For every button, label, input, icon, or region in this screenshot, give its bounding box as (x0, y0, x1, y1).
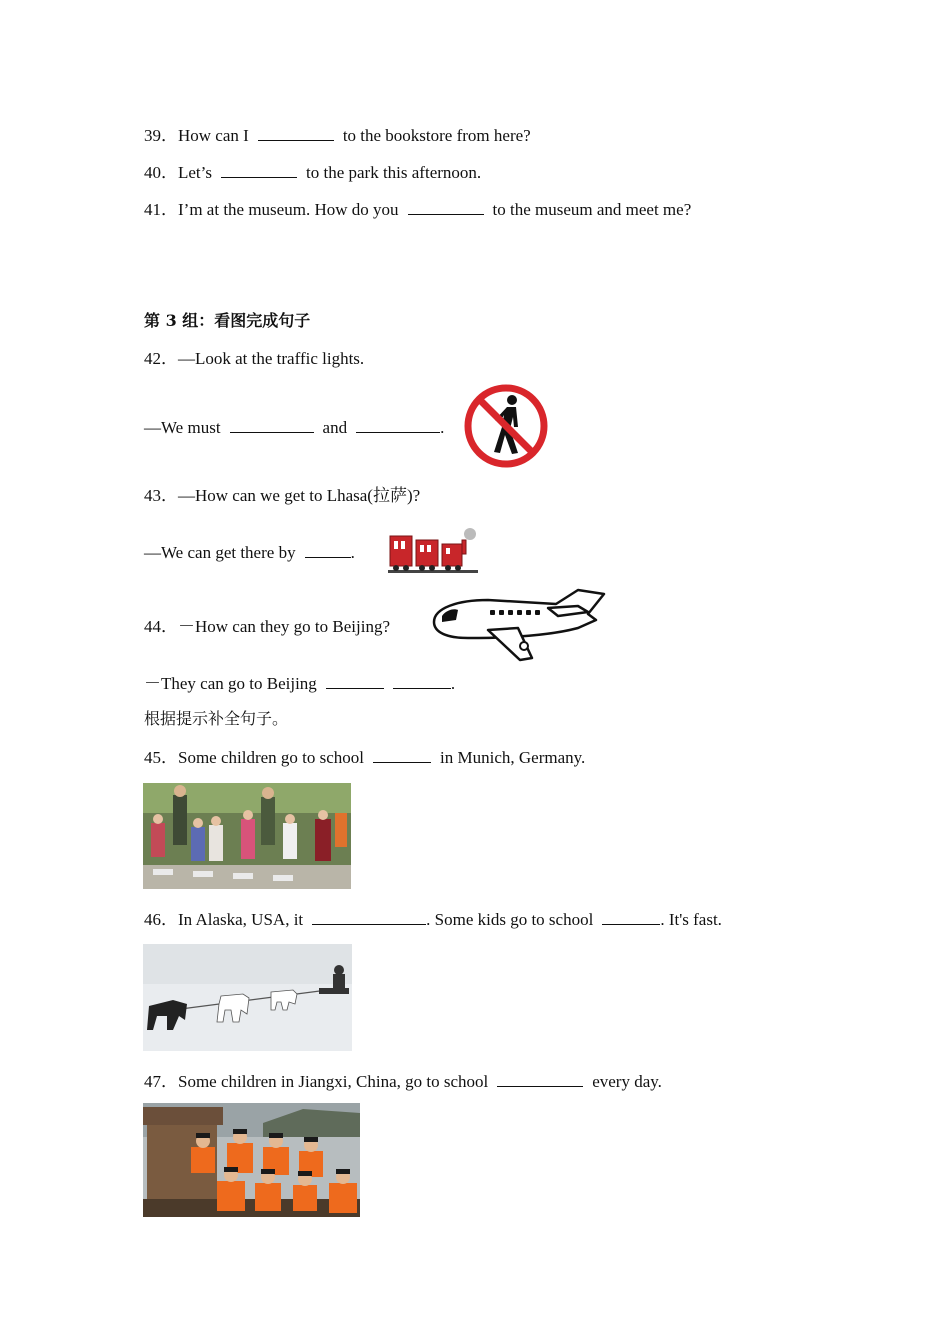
question-text: —How can we get to Lhasa(拉萨)? (178, 486, 421, 505)
question-39 (144, 124, 531, 147)
answer-blank[interactable] (497, 1070, 583, 1087)
question-text: . It's fast. (660, 910, 722, 929)
question-text: Some children go to school (178, 748, 365, 767)
question-text: —We must (144, 418, 221, 437)
answer-blank[interactable] (602, 908, 660, 925)
answer-blank[interactable] (326, 672, 384, 689)
question-44-prompt (144, 616, 390, 638)
answer-blank[interactable] (305, 541, 351, 558)
question-number: 40． (144, 163, 178, 182)
question-text: —We can get there by (144, 543, 296, 562)
question-45 (144, 746, 585, 769)
question-text: . Some kids go to school (426, 910, 594, 929)
question-number: 47． (144, 1072, 178, 1091)
answer-blank[interactable] (258, 124, 334, 141)
instruction-text: 根据提示补全句子。 (144, 709, 289, 728)
children-on-boat-photo (143, 1103, 360, 1217)
question-42-answer (144, 416, 444, 439)
question-number: 43． (144, 486, 178, 505)
question-text: to the museum and meet me? (492, 200, 692, 219)
question-text: In Alaska, USA, it (178, 910, 304, 929)
question-46 (144, 908, 722, 931)
question-43-answer (144, 541, 355, 564)
question-number: 46． (144, 910, 178, 929)
question-text: I’m at the museum. How do you (178, 200, 399, 219)
question-text: in Munich, Germany. (440, 748, 586, 767)
question-text: How can I (178, 126, 249, 145)
answer-blank[interactable] (408, 198, 484, 215)
question-text: . (350, 543, 355, 562)
question-number: 39． (144, 126, 178, 145)
question-number: 44． (144, 617, 178, 636)
question-text: to the bookstore from here? (342, 126, 531, 145)
question-47 (144, 1070, 662, 1093)
question-number: 42． (144, 349, 178, 368)
answer-blank[interactable] (221, 161, 297, 178)
children-walking-photo (143, 783, 351, 889)
question-text: . (450, 674, 456, 693)
question-number: 45． (144, 748, 178, 767)
question-text: and (322, 418, 348, 437)
question-text: －How can they go to Beijing? (178, 617, 390, 636)
answer-blank[interactable] (393, 672, 451, 689)
section-heading: 第 3 组：看图完成句子 (144, 311, 311, 330)
question-41 (144, 198, 691, 221)
question-44-answer (144, 672, 455, 695)
train-icon (386, 520, 480, 578)
airplane-icon (428, 584, 608, 664)
question-number: 41． (144, 200, 178, 219)
no-pedestrian-sign-icon (462, 383, 550, 469)
question-text: —Look at the traffic lights. (178, 349, 365, 368)
question-text: . (440, 418, 445, 437)
question-text: －They can go to Beijing (144, 674, 317, 693)
dog-sled-photo (143, 944, 352, 1051)
question-text: Some children in Jiangxi, China, go to school (178, 1072, 489, 1091)
question-text: every day. (592, 1072, 662, 1091)
answer-blank[interactable] (312, 908, 426, 925)
question-text: Let’s (178, 163, 212, 182)
question-text: to the park this afternoon. (306, 163, 482, 182)
question-43-prompt (144, 485, 420, 507)
question-42-prompt (144, 348, 364, 370)
question-40 (144, 161, 481, 184)
answer-blank[interactable] (230, 416, 314, 433)
answer-blank[interactable] (373, 746, 431, 763)
answer-blank[interactable] (356, 416, 440, 433)
